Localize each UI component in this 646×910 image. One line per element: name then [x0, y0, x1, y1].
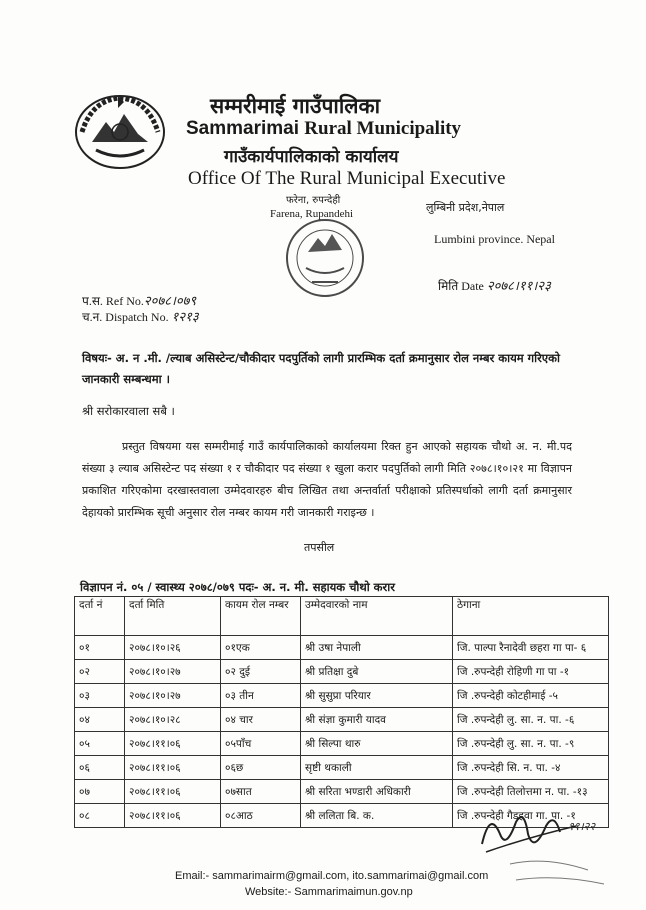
cell-candidate-name: श्री सरिता भण्डारी अधिकारी [301, 780, 453, 804]
cell-candidate-name: श्री संज्ञा कुमारी यादव [301, 708, 453, 732]
roll-number-table [74, 596, 609, 828]
col-header-roll-no: कायम रोल नम्बर [221, 597, 301, 636]
table-row [75, 708, 609, 732]
cell-roll-no: ०३ तीन [221, 684, 301, 708]
municipality-name-english: Sammarimai Rural Municipality [186, 118, 462, 139]
cell-address: जि .रुपन्देही गैडहवा गा. पा. -१ [453, 804, 609, 828]
office-name-english: Office Of The Rural Municipal Executive [188, 168, 506, 189]
footer-email: Email:- sammarimairm@gmail.com, ito.sammarimai@gmail.com [175, 870, 489, 882]
table-row [75, 636, 609, 660]
cell-candidate-name: श्री सुसुप्रा परियार [301, 684, 453, 708]
col-header-reg-date: दर्ता मिति [125, 597, 221, 636]
cell-reg-date: २०७८।११।०६ [125, 804, 221, 828]
address-nepali: फरेना, रुपन्देही [286, 195, 341, 206]
cell-reg-date: २०७८।१०।२६ [125, 636, 221, 660]
cell-roll-no: ०४ चार [221, 708, 301, 732]
cell-address: जि .रुपन्देही कोटहीमाई -५ [453, 684, 609, 708]
cell-reg-date: २०७८।१०।२७ [125, 684, 221, 708]
cell-roll-no: ०५पाँच [221, 732, 301, 756]
col-header-address: ठेगाना [453, 597, 609, 636]
cell-roll-no: ०२ दुई [221, 660, 301, 684]
table-row [75, 780, 609, 804]
cell-candidate-name: श्री उषा नेपाली [301, 636, 453, 660]
cell-reg-no: ०५ [75, 732, 125, 756]
cell-roll-no: ०८आठ [221, 804, 301, 828]
table-row [75, 732, 609, 756]
cell-reg-no: ०८ [75, 804, 125, 828]
office-stamp-icon [282, 212, 368, 304]
table-row [75, 756, 609, 780]
cell-candidate-name: श्री प्रतिक्षा दुबे [301, 660, 453, 684]
cell-address: जि .रुपन्देही रोहिणी गा पा -१ [453, 660, 609, 684]
cell-reg-no: ०६ [75, 756, 125, 780]
cell-reg-no: ०७ [75, 780, 125, 804]
cell-reg-no: ०३ [75, 684, 125, 708]
cell-address: जि .रुपन्देही लु. सा. न. पा. -६ [453, 708, 609, 732]
cell-roll-no: ०७सात [221, 780, 301, 804]
letter-body: प्रस्तुत विषयमा यस सम्मरीमाई गाउँ कार्यपालिकाको कार्यालयमा रिक्त हुन आएको सहायक चौथो अ. न. मी.पद संख्या ३ ल्याब असिस्टेन्ट पद संख्या १ र चौकीदार पद संख्या १ खुला करार पदपुर्तिको लागी मिति २०७८।१०।२१ मा विज्ञापन प्रकाशित गरिएकोमा दरखास्तवाला उम्मेदवारहरु बीच लिखित तथा अन्तर्वार्ता परीक्षाको प्रतिस्पर्धाको लागी दर्ता क्रमानुसार देहायको प्रारम्भिक सूची अनुसार रोल नम्बर कायम गरी जानकारी गराइन्छ । [82, 440, 572, 519]
cell-reg-no: ०१ [75, 636, 125, 660]
cell-address: जि .रुपन्देही सि. न. पा. -४ [453, 756, 609, 780]
reference-number: प.स. Ref No.२०७८।०७९ [82, 294, 197, 309]
table-row [75, 684, 609, 708]
dispatch-number: च.न. Dispatch No. १२१३ [82, 310, 199, 325]
table-row [75, 660, 609, 684]
cell-candidate-name: सृष्टी थकाली [301, 756, 453, 780]
municipality-name-nepali: सम्मरीमाई गाउँपालिका [210, 94, 381, 118]
signature-date: ११।२२ [568, 820, 596, 833]
advertisement-line: विज्ञापन नं. ०५ / स्वास्थ्य २०७८/०७९ पदः- अ. न. मी. सहायक चौथो करार [80, 580, 395, 594]
nepal-emblem-icon [72, 92, 168, 172]
cell-reg-date: २०७८।११।०६ [125, 756, 221, 780]
cell-address: जि .रुपन्देही लु. सा. न. पा. -९ [453, 732, 609, 756]
details-heading: तपसील [304, 541, 335, 554]
province-nepali: लुम्बिनी प्रदेश,नेपाल [426, 201, 505, 214]
cell-reg-date: २०७८।१०।२७ [125, 660, 221, 684]
office-name-nepali: गाउँकार्यपालिकाको कार्यालय [224, 147, 399, 167]
cell-reg-no: ०२ [75, 660, 125, 684]
letter-date: मिति Date २०७८।११।२३ [438, 279, 551, 294]
cell-roll-no: ०१एक [221, 636, 301, 660]
table-header-row [75, 597, 609, 636]
signature-icon [476, 804, 626, 896]
cell-reg-no: ०४ [75, 708, 125, 732]
col-header-reg-no: दर्ता नं [75, 597, 125, 636]
cell-candidate-name: श्री ललिता बि. क. [301, 804, 453, 828]
cell-candidate-name: श्री सिल्पा थारु [301, 732, 453, 756]
address-english: Farena, Rupandehi [270, 208, 354, 220]
cell-address: जि .रुपन्देही तिलोत्तमा न. पा. -१३ [453, 780, 609, 804]
cell-reg-date: २०७८।११।०६ [125, 780, 221, 804]
cell-roll-no: ०६छ [221, 756, 301, 780]
province-english: Lumbini province. Nepal [434, 232, 555, 246]
cell-address: जि. पाल्पा रैनादेवी छहरा गा पा- ६ [453, 636, 609, 660]
cell-reg-date: २०७८।१०।२८ [125, 708, 221, 732]
letter-salutation: श्री सरोकारवाला सबै । [82, 404, 175, 418]
col-header-candidate-name: उम्मेदवारको नाम [301, 597, 453, 636]
footer-website: Website:- Sammarimaimun.gov.np [245, 886, 413, 898]
letter-subject: विषयः- अ. न .मी. /ल्याब असिस्टेन्ट/चौकीदार पदपुर्तिको लागी प्रारम्भिक दर्ता क्रमानुसार रोल नम्बर कायम गरिएको जानकारी सम्बन्धमा । [82, 351, 560, 386]
cell-reg-date: २०७८।११।०६ [125, 732, 221, 756]
